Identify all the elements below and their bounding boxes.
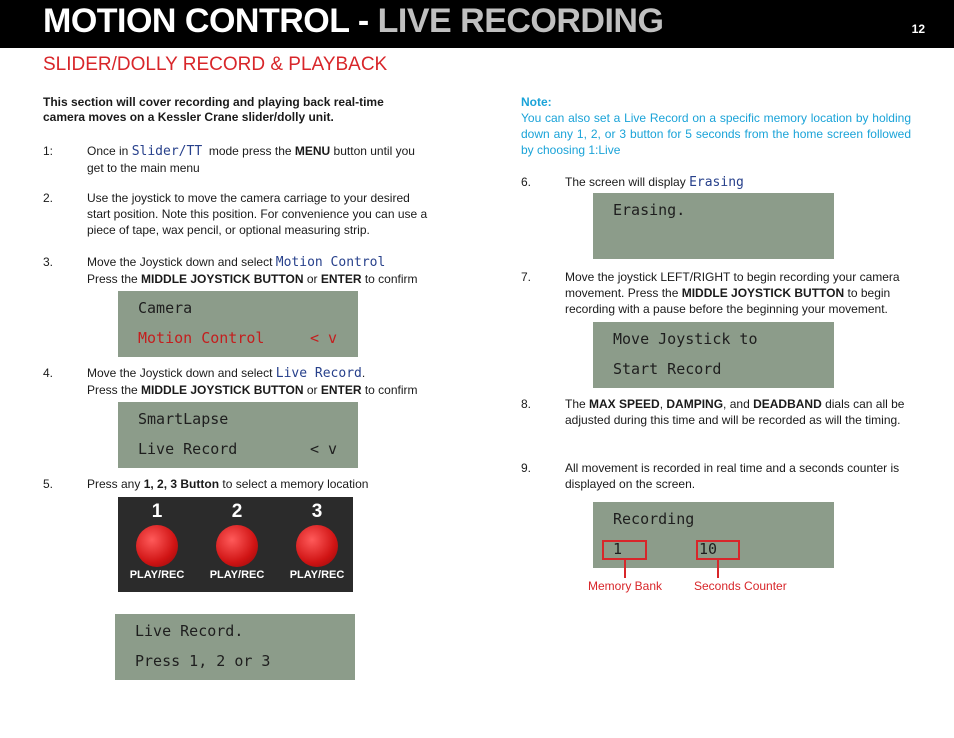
title-main: MOTION CONTROL - [43,2,378,40]
step-number: 9. [521,461,532,475]
text: , and [723,397,754,411]
play-rec-buttons-panel [118,497,353,592]
lcd-screen-live-record [115,614,355,680]
seconds-counter-highlight [696,540,740,560]
note-title: Note: [521,95,552,109]
step-6 [521,174,911,192]
text: Move the Joystick down and select [87,366,276,380]
play-rec-button-2[interactable] [198,497,276,592]
text: The screen will display [565,175,690,189]
lcd-screen-erasing [593,193,834,259]
lcd-arrows: < v [310,440,338,458]
step-text [87,365,447,398]
lcd-line-1: Recording [613,510,695,528]
menu-item-name: Live Record [275,366,362,381]
step-text [87,143,433,176]
step-8 [521,396,921,446]
note-block [521,94,911,158]
bold-text: MIDDLE JOYSTICK BUTTON [141,383,304,397]
seconds-counter-value: 10 [699,540,718,558]
text: dials can all be adjusted during this time and will be recorded as will the timing. [565,397,905,427]
step-text [87,476,447,492]
text: to select a memory location [219,477,369,491]
lcd-line-1: Move Joystick to [613,330,758,348]
text: Move the Joystick down and select [87,255,276,269]
step-5 [43,476,443,494]
lcd-line-2: Press 1, 2 or 3 [135,652,271,670]
play-rec-button-3[interactable] [278,497,356,592]
lcd-arrows: < v [310,329,338,347]
bold-text: MIDDLE JOYSTICK BUTTON [681,286,845,300]
button-label: PLAY/REC [129,569,185,581]
text: to confirm [361,272,418,286]
bold-text: 1, 2, 3 Button [143,477,220,491]
seconds-counter-label: Seconds Counter [694,579,787,593]
text: Press the [87,383,142,397]
bold-text: ENTER [320,272,362,286]
button-number: 2 [231,501,243,522]
step-number: 1: [43,144,54,158]
red-button-icon [136,525,178,567]
step-text: All movement is recorded in real time and a seconds counter is displayed on the screen. [565,461,900,491]
lcd-line-1: Camera [138,299,193,317]
step-number: 5. [43,477,54,491]
memory-bank-value: 1 [613,540,623,558]
button-number: 3 [311,501,323,522]
bold-text: DAMPING [666,397,724,411]
bold-text: DEADBAND [753,397,822,411]
lcd-screen-smartlapse [118,402,358,468]
screen-state-name: Erasing [689,175,744,190]
bold-text: MIDDLE JOYSTICK BUTTON [141,272,304,286]
text: to begin recording with a pause before the beginning your movement. [565,286,891,316]
step-text: Use the joystick to move the camera carriage to your desired start position. Note this position. For convenience you can use a piece of tape, wax pencil, or optional measuring strip. [87,191,428,237]
section-title: SLIDER/DOLLY RECORD & PLAYBACK [43,54,388,75]
menu-item-name: Motion Control [275,255,386,270]
lcd-line-1: Live Record. [135,622,244,640]
lcd-line-1: Erasing. [613,201,686,219]
step-1 [43,143,443,177]
text: . [361,366,366,380]
step-number: 3. [43,255,54,269]
text: Move the joystick LEFT/RIGHT to begin recording your camera movement. Press the [565,270,900,300]
memory-bank-label: Memory Bank [588,579,663,593]
button-label: PLAY/REC [289,569,345,581]
page-title [43,2,663,41]
step-number: 7. [521,270,532,284]
text: The [565,397,590,411]
seconds-counter-callout-line [717,560,719,578]
bold-text: MENU [294,144,331,158]
step-number: 8. [521,397,532,411]
red-button-icon [296,525,338,567]
text: , [659,397,667,411]
page-header [0,0,954,48]
step-4 [43,365,443,399]
red-button-icon [216,525,258,567]
lcd-line-2: Start Record [613,360,722,378]
text: Press any [87,477,144,491]
memory-bank-callout-line [624,560,626,578]
step-number: 4. [43,366,54,380]
step-number: 6. [521,175,532,189]
memory-bank-highlight [602,540,647,560]
step-2 [43,190,443,240]
text: Press the [87,272,142,286]
text: button until you get to the main menu [87,144,415,175]
page-number: 12 [911,22,925,36]
play-rec-button-1[interactable] [118,497,196,592]
step-text [87,254,447,287]
lcd-line-2: Motion Control [138,329,265,347]
step-number: 2. [43,191,54,205]
lcd-line-2: Live Record [138,440,238,458]
step-3 [43,254,443,288]
step-text [565,174,911,191]
text: Once in [87,144,132,158]
bold-text: MAX SPEED [589,397,660,411]
step-7 [521,269,921,319]
lcd-line-1: SmartLapse [138,410,229,428]
intro-text: This section will cover recording and playing back real-time camera moves on a Kessler Crane slider/dolly unit. [43,95,384,124]
mode-name: Slider/TT [131,144,203,159]
step-text [565,269,913,317]
button-number: 1 [151,501,163,522]
text: mode press the [202,144,295,158]
text: or [303,383,321,397]
title-accent: LIVE RECORDING [377,2,664,40]
lcd-screen-camera [118,291,358,357]
lcd-screen-move-joystick [593,322,834,388]
text: to confirm [361,383,418,397]
step-9 [521,460,921,494]
step-text [565,396,913,428]
note-body: You can also set a Live Record on a specific memory location by holding down any 1, 2, or 3 button for 5 seconds from the home screen followed by choosing 1:Live [521,111,911,157]
bold-text: ENTER [320,383,362,397]
text: or [303,272,321,286]
button-label: PLAY/REC [209,569,265,581]
